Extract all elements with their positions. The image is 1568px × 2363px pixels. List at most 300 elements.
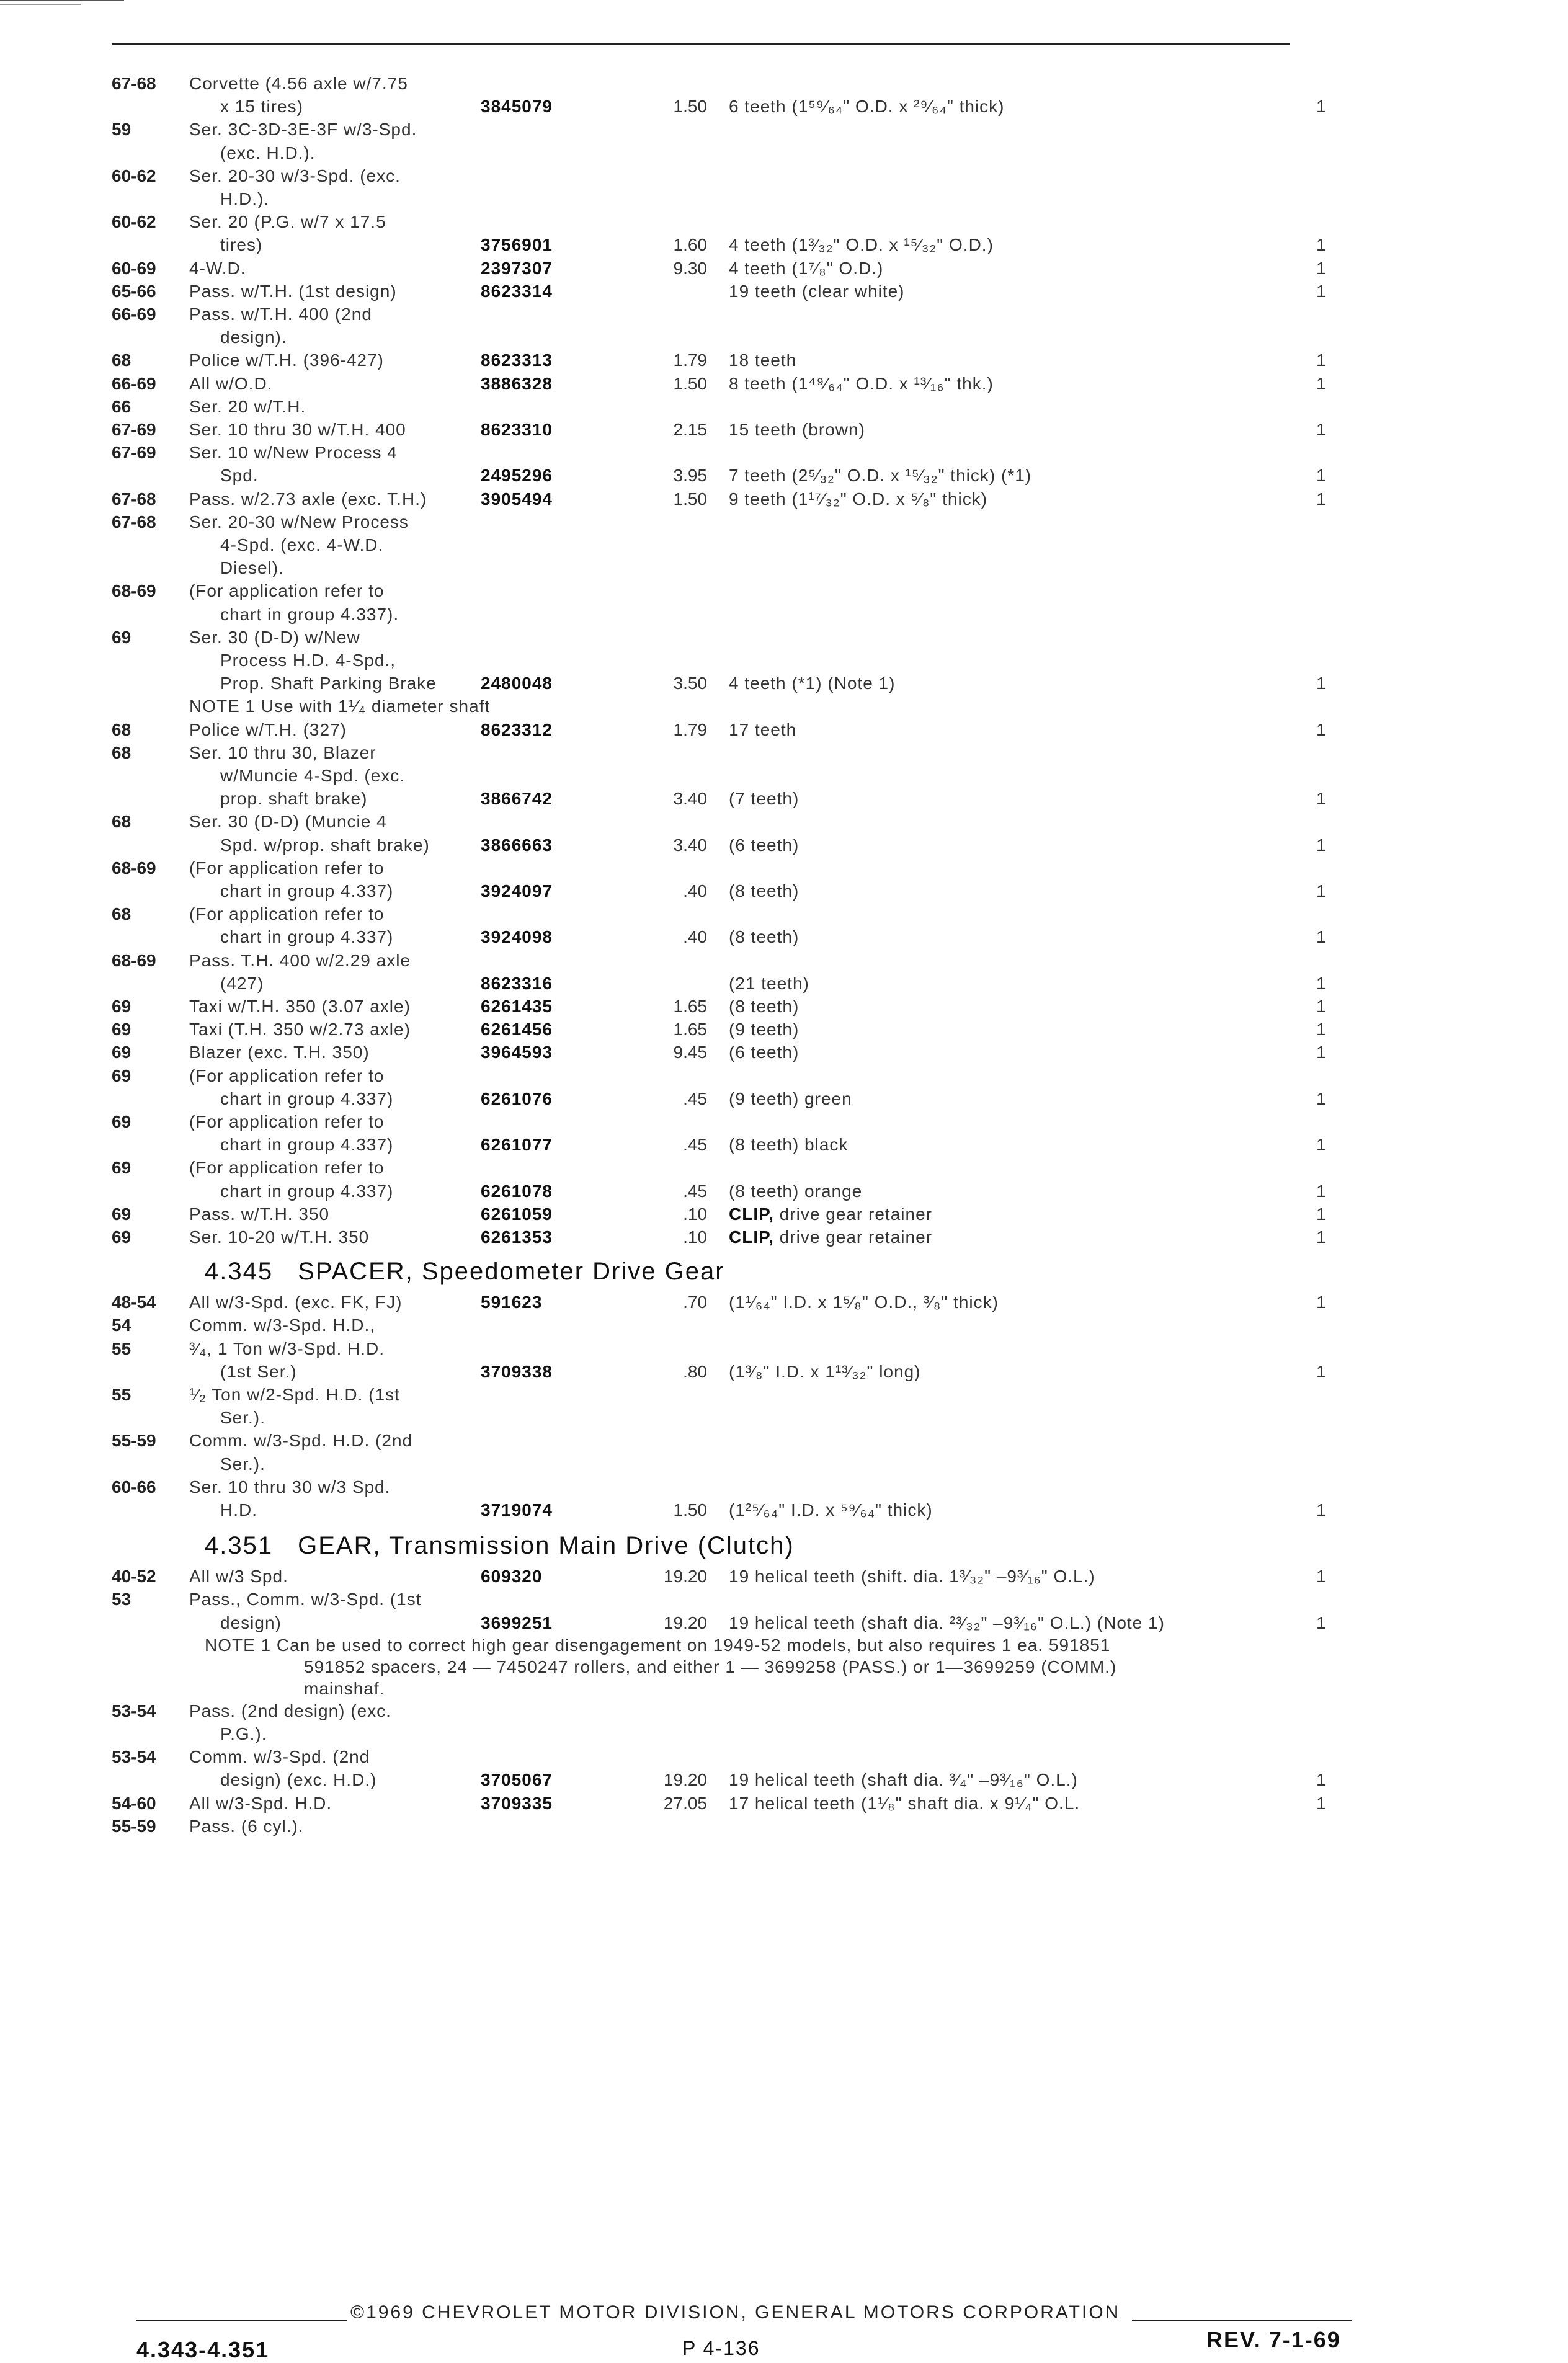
application-description: (For application refer to [189,1158,385,1178]
remarks: (7 teeth) [729,789,800,809]
remarks: (8 teeth) [729,997,800,1016]
list-price: 2.15 [673,420,707,439]
application-description: Pass. w/T.H. 400 (2nd [189,305,372,324]
quantity: 1 [1316,1043,1326,1062]
remarks: (1²⁵⁄₆₄" I.D. x ⁵⁹⁄₆₄" thick) [729,1500,933,1520]
model-years: 55 [112,1338,131,1358]
model-years: 69 [112,1020,131,1039]
remarks: (8 teeth) [729,881,800,901]
quantity: 1 [1316,97,1326,117]
application-description: (For application refer to [189,858,385,878]
list-item [0,741,1489,765]
list-item [0,834,1489,857]
list-price: 3.40 [673,789,707,809]
list-item [0,533,1489,557]
application-description: Ser.). [220,1408,265,1428]
list-price: 1.65 [673,997,707,1016]
part-number: 3905494 [481,489,553,509]
list-item [0,672,1489,695]
application-description: ¹⁄₂ Ton w/2-Spd. H.D. (1st [189,1385,400,1404]
quantity: 1 [1316,1361,1326,1381]
application-description: NOTE 1 Use with 1¹⁄₄ diameter shaft [189,696,491,716]
part-number: 3866742 [481,789,553,809]
list-price: 1.79 [673,719,707,739]
part-number: 2397307 [481,258,553,278]
list-item [0,949,1489,972]
model-years: 60-62 [112,212,156,232]
remarks: 4 teeth (*1) (Note 1) [729,674,896,693]
list-price: 1.79 [673,350,707,370]
list-price: 1.60 [673,235,707,255]
model-years: 54-60 [112,1793,156,1813]
part-number: 3705067 [481,1770,553,1790]
application-description: Ser. 3C-3D-3E-3F w/3-Spd. [189,120,417,140]
list-item [0,626,1489,649]
quantity: 1 [1316,1204,1326,1224]
model-years: 55-59 [112,1816,156,1836]
remarks: 15 teeth (brown) [729,420,865,439]
list-item [0,187,1489,211]
application-description: Ser. 30 (D-D) w/New [189,627,360,647]
quantity: 1 [1316,719,1326,739]
list-item [0,441,1489,465]
quantity: 1 [1316,973,1326,993]
remarks: (9 teeth) [729,1020,800,1039]
model-years: 68 [112,904,131,924]
model-years: 67-69 [112,420,156,439]
page-number: P 4-136 [682,2337,760,2359]
quantity: 1 [1316,489,1326,509]
part-number: 8623316 [481,973,553,993]
quantity: 1 [1316,1613,1326,1632]
group-range: 4.343-4.351 [136,2337,270,2362]
application-description: (For application refer to [189,581,385,601]
part-number: 591623 [481,1293,543,1312]
application-description: Ser. 10 w/New Process 4 [189,443,398,463]
application-description: Diesel). [220,558,284,578]
list-item [0,95,1489,118]
list-item [0,1722,1489,1746]
list-item [0,810,1489,834]
list-item [0,1110,1489,1134]
list-item [0,1041,1489,1064]
application-description: All w/3-Spd. H.D. [189,1793,332,1813]
remarks: 17 helical teeth (1¹⁄₈" shaft dia. x 9¹⁄₄" O.L. [729,1793,1080,1813]
remarks: CLIP, drive gear retainer [729,1227,932,1247]
quantity: 1 [1316,1770,1326,1790]
list-price: 1.50 [673,1500,707,1520]
remarks: CLIP, drive gear retainer [729,1204,932,1224]
model-years: 66-69 [112,373,156,393]
quantity: 1 [1316,789,1326,809]
application-description: Spd. [220,466,259,486]
application-description: Pass. w/2.73 axle (exc. T.H.) [189,489,427,509]
model-years: 68 [112,742,131,762]
model-years: 69 [112,1204,131,1224]
model-years: 68 [112,350,131,370]
list-item [0,141,1489,165]
part-number: 6261059 [481,1204,553,1224]
model-years: 69 [112,1066,131,1085]
list-item [0,257,1489,280]
list-item [0,764,1489,788]
quantity: 1 [1316,835,1326,855]
list-price: 19.20 [663,1613,707,1632]
application-description: design) [220,1613,282,1632]
remarks: 4 teeth (1³⁄₃₂" O.D. x ¹⁵⁄₃₂" O.D.) [729,235,994,255]
list-item [0,118,1489,141]
list-item [0,1745,1489,1769]
application-description: 4-W.D. [189,258,246,278]
quantity: 1 [1316,1567,1326,1586]
application-description: Spd. w/prop. shaft brake) [220,835,430,855]
part-number: 3924098 [481,927,553,947]
remarks: 19 helical teeth (shift. dia. 1³⁄₃₂" –9³⁄₁₆" O.L.) [729,1567,1095,1586]
application-description: (For application refer to [189,1112,385,1131]
application-description: (For application refer to [189,904,385,924]
quantity: 1 [1316,927,1326,947]
list-item [0,233,1489,257]
list-price: 1.50 [673,489,707,509]
revision-date: REV. 7-1-69 [1206,2327,1341,2352]
list-item [0,1768,1489,1792]
model-years: 66-69 [112,305,156,324]
item-name: CLIP, [729,1227,774,1247]
part-number: 3845079 [481,97,553,117]
remarks: (6 teeth) [729,1043,800,1062]
section-title: GEAR, Transmission Main Drive (Clutch) [298,1532,795,1560]
application-description: H.D.). [220,189,270,208]
list-item [0,1611,1489,1635]
model-years: 68 [112,719,131,739]
list-item [0,1180,1489,1203]
application-description: Pass., Comm. w/3-Spd. (1st [189,1590,422,1609]
list-item [0,1156,1489,1180]
model-years: 48-54 [112,1293,156,1312]
list-item [0,857,1489,880]
application-description: P.G.). [220,1724,267,1743]
model-years: 60-66 [112,1477,156,1497]
list-price: 9.45 [673,1043,707,1062]
list-item [0,1360,1489,1384]
application-description: Ser.). [220,1454,265,1474]
quantity: 1 [1316,881,1326,901]
model-years: 69 [112,627,131,647]
list-price: 1.65 [673,1020,707,1039]
list-item [0,556,1489,580]
section-heading [205,1256,725,1287]
application-description: tires) [220,235,263,255]
part-number: 3886328 [481,373,553,393]
part-number: 3709338 [481,1361,553,1381]
application-description: Ser. 10 thru 30 w/3 Spd. [189,1477,391,1497]
section-number: 4.345 [205,1258,274,1286]
application-description: chart in group 4.337) [220,881,394,901]
part-number: 8623314 [481,281,553,301]
list-item [0,1087,1489,1111]
quantity: 1 [1316,350,1326,370]
list-price: .70 [683,1293,707,1312]
model-years: 67-68 [112,489,156,509]
list-item [0,1337,1489,1361]
model-years: 69 [112,1227,131,1247]
application-description: Police w/T.H. (396-427) [189,350,385,370]
copyright-text: ©1969 CHEVROLET MOTOR DIVISION, GENERAL MOTORS CORPORATION [350,2302,1121,2323]
application-description: Corvette (4.56 axle w/7.75 [189,74,408,93]
footer-rule-right [1132,2320,1352,2321]
quantity: 1 [1316,1227,1326,1247]
list-item [0,1588,1489,1611]
remarks: (9 teeth) green [729,1088,852,1108]
model-years: 67-68 [112,74,156,93]
list-item [0,1498,1489,1522]
part-number: 3719074 [481,1500,553,1520]
list-item [0,902,1489,926]
remarks: 18 teeth [729,350,797,370]
list-item [0,510,1489,534]
list-price: .40 [683,927,707,947]
list-price: 19.20 [663,1567,707,1586]
application-description: chart in group 4.337). [220,604,399,624]
model-years: 60-62 [112,166,156,185]
list-item [0,1406,1489,1430]
list-price: 1.50 [673,97,707,117]
list-price: 3.50 [673,674,707,693]
remarks: 19 teeth (clear white) [729,281,905,301]
application-description: Blazer (exc. T.H. 350) [189,1043,370,1062]
application-description: Prop. Shaft Parking Brake [220,674,437,693]
application-description: Pass. T.H. 400 w/2.29 axle [189,950,411,970]
list-price: .45 [683,1135,707,1155]
list-item [0,303,1489,326]
part-number: 8623310 [481,420,553,439]
quantity: 1 [1316,1135,1326,1155]
application-description: Pass. (2nd design) (exc. [189,1701,391,1720]
part-number: 3866663 [481,835,553,855]
application-description: All w/O.D. [189,373,273,393]
model-years: 68-69 [112,858,156,878]
list-price: 27.05 [663,1793,707,1813]
list-item [0,280,1489,303]
model-years: 68-69 [112,581,156,601]
remarks: (1¹⁄₆₄" I.D. x 1⁵⁄₈" O.D., ³⁄₈" thick) [729,1293,999,1312]
application-description: Police w/T.H. (327) [189,719,347,739]
list-item [0,1291,1489,1314]
part-number: 8623312 [481,719,553,739]
list-item [0,925,1489,949]
application-description: chart in group 4.337) [220,1088,394,1108]
application-description: Ser. 20 w/T.H. [189,396,306,416]
list-item [0,649,1489,672]
model-years: 68-69 [112,950,156,970]
application-description: (427) [220,973,264,993]
quantity: 1 [1316,1500,1326,1520]
model-years: 65-66 [112,281,156,301]
part-number: 609320 [481,1567,543,1586]
application-description: chart in group 4.337) [220,927,394,947]
application-description: Pass. w/T.H. 350 [189,1204,330,1224]
application-description: (For application refer to [189,1066,385,1085]
quantity: 1 [1316,674,1326,693]
application-description: Process H.D. 4-Spd., [220,651,396,670]
list-price: 1.50 [673,373,707,393]
remarks: (21 teeth) [729,973,809,993]
section-title: SPACER, Speedometer Drive Gear [298,1258,725,1286]
model-years: 69 [112,1158,131,1178]
model-years: 53-54 [112,1701,156,1720]
quantity: 1 [1316,258,1326,278]
list-price: .80 [683,1361,707,1381]
list-item [0,1475,1489,1499]
quantity: 1 [1316,235,1326,255]
application-description: Pass. (6 cyl.). [189,1816,304,1836]
list-item [0,326,1489,349]
list-item [0,1429,1489,1453]
list-price: 3.40 [673,835,707,855]
list-item [0,1383,1489,1407]
application-description: Taxi w/T.H. 350 (3.07 axle) [189,997,411,1016]
application-description: prop. shaft brake) [220,789,368,809]
list-price: .45 [683,1181,707,1201]
application-description: Ser. 20-30 w/New Process [189,512,409,532]
list-item [0,1226,1489,1249]
quantity: 1 [1316,1088,1326,1108]
application-description: w/Muncie 4-Spd. (exc. [220,766,405,785]
model-years: 69 [112,1112,131,1131]
remarks: 7 teeth (2⁵⁄₃₂" O.D. x ¹⁵⁄₃₂" thick) (*1) [729,466,1032,486]
quantity: 1 [1316,373,1326,393]
application-description: Pass. w/T.H. (1st design) [189,281,397,301]
list-item [0,464,1489,487]
quantity: 1 [1316,1020,1326,1039]
remarks: (6 teeth) [729,835,800,855]
remarks: (8 teeth) [729,927,800,947]
note-text: NOTE 1 Can be used to correct high gear disengagement on 1949-52 models, but also requires 1 ea. 591851 [205,1635,1111,1655]
model-years: 53 [112,1590,131,1609]
remarks: 17 teeth [729,719,797,739]
list-price: .10 [683,1227,707,1247]
list-item [0,210,1489,234]
list-item [0,395,1489,419]
remarks: 4 teeth (1⁷⁄₈" O.D.) [729,258,884,278]
application-description: design) (exc. H.D.) [220,1770,377,1790]
list-item [0,1453,1489,1476]
list-item [0,603,1489,626]
copyright-line [350,2302,1120,2323]
list-item [0,1792,1489,1815]
application-description: (1st Ser.) [220,1361,297,1381]
list-item [0,487,1489,511]
remarks: 19 helical teeth (shaft dia. ²³⁄₃₂" –9³⁄₁₆" O.L.) (Note 1) [729,1613,1165,1632]
application-description: chart in group 4.337) [220,1135,394,1155]
list-price: .45 [683,1088,707,1108]
application-description: Ser. 30 (D-D) (Muncie 4 [189,812,387,832]
model-years: 60-69 [112,258,156,278]
quantity: 1 [1316,997,1326,1016]
application-description: Comm. w/3-Spd. H.D., [189,1315,376,1335]
model-years: 68 [112,812,131,832]
list-price: .10 [683,1204,707,1224]
application-description: Ser. 10-20 w/T.H. 350 [189,1227,370,1247]
list-price: 3.95 [673,466,707,486]
list-item [0,418,1489,442]
part-number: 6261076 [481,1088,553,1108]
remarks: (8 teeth) orange [729,1181,863,1201]
list-item [0,164,1489,188]
application-description: All w/3-Spd. (exc. FK, FJ) [189,1293,403,1312]
note-text: mainshaf. [304,1678,385,1698]
list-item [0,1203,1489,1226]
application-description: H.D. [220,1500,257,1520]
part-number: 3924097 [481,881,553,901]
model-years: 53-54 [112,1747,156,1767]
quantity: 1 [1316,1793,1326,1813]
application-description: Ser. 20-30 w/3-Spd. (exc. [189,166,401,185]
remarks: 9 teeth (1¹⁷⁄₃₂" O.D. x ⁵⁄₈" thick) [729,489,988,509]
list-price: 19.20 [663,1770,707,1790]
application-description: All w/3 Spd. [189,1567,288,1586]
quantity: 1 [1316,1293,1326,1312]
model-years: 66 [112,396,131,416]
part-number: 2480048 [481,674,553,693]
part-number: 6261077 [481,1135,553,1155]
part-number: 3709335 [481,1793,553,1813]
application-description: Ser. 20 (P.G. w/7 x 17.5 [189,212,386,232]
application-description: 4-Spd. (exc. 4-W.D. [220,535,384,554]
remarks: (8 teeth) black [729,1135,849,1155]
model-years: 67-69 [112,443,156,463]
part-number: 3756901 [481,235,553,255]
list-item [0,372,1489,396]
quantity: 1 [1316,466,1326,486]
list-item [0,1699,1489,1723]
part-number: 2495296 [481,466,553,486]
list-item [0,1018,1489,1041]
item-name: CLIP, [729,1204,774,1224]
application-description: design). [220,327,287,347]
model-years: 69 [112,1043,131,1062]
remarks: 6 teeth (1⁵⁹⁄₆₄" O.D. x ²⁹⁄₆₄" thick) [729,97,1005,117]
model-years: 55 [112,1385,131,1404]
list-price: .40 [683,881,707,901]
model-years: 69 [112,997,131,1016]
section-heading [205,1530,795,1561]
list-item [0,787,1489,811]
list-item [0,349,1489,372]
list-item [0,972,1489,995]
quantity: 1 [1316,420,1326,439]
remarks: 19 helical teeth (shaft dia. ³⁄₄" –9³⁄₁₆" O.L.) [729,1770,1078,1790]
footer-rule-left [136,2320,347,2321]
application-description: Comm. w/3-Spd. H.D. (2nd [189,1431,413,1451]
quantity: 1 [1316,1181,1326,1201]
list-item [0,1815,1489,1838]
application-description: (exc. H.D.). [220,143,316,162]
model-years: 55-59 [112,1431,156,1451]
quantity: 1 [1316,281,1326,301]
model-years: 54 [112,1315,131,1335]
list-item [0,1064,1489,1088]
list-item [0,695,1489,718]
list-item [0,995,1489,1018]
part-number: 6261353 [481,1227,553,1247]
part-number: 3699251 [481,1613,553,1632]
application-description: ³⁄₄, 1 Ton w/3-Spd. H.D. [189,1338,385,1358]
list-price: 9.30 [673,258,707,278]
part-number: 6261456 [481,1020,553,1039]
application-description: Ser. 10 thru 30 w/T.H. 400 [189,420,406,439]
list-item [0,879,1489,903]
